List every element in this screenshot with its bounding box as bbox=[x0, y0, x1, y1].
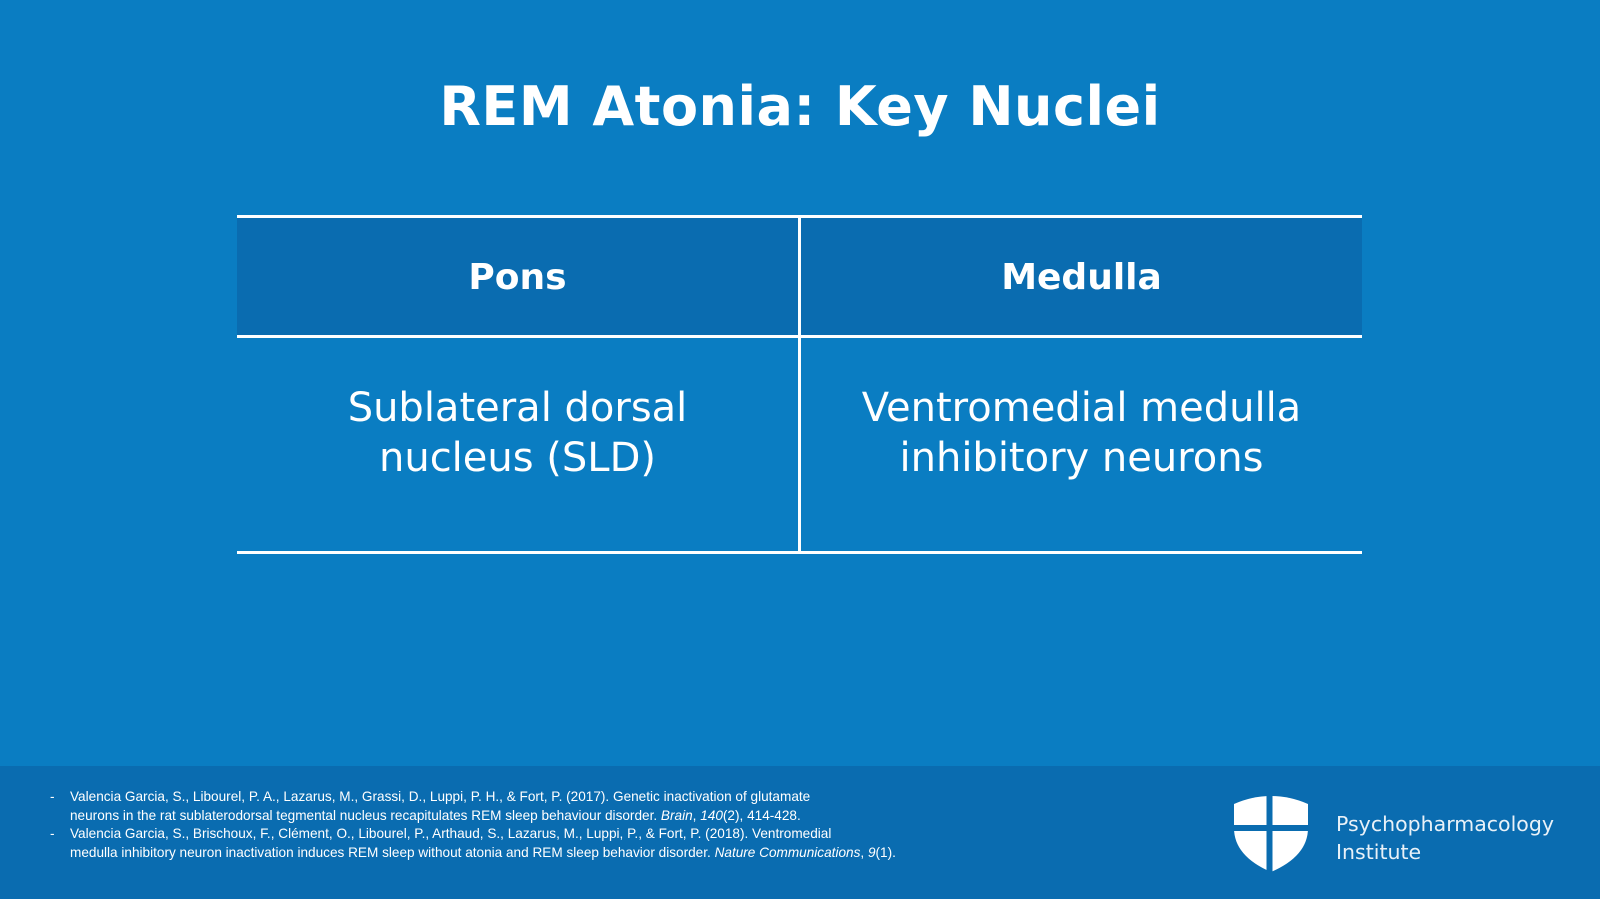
cell-line: Ventromedial medulla bbox=[861, 385, 1302, 431]
table-cell-pons bbox=[237, 383, 798, 483]
volume: 140 bbox=[700, 807, 723, 823]
reference-tail: (2), 414-428. bbox=[722, 807, 801, 823]
reference-tail: (1). bbox=[875, 844, 896, 860]
reference-item bbox=[50, 788, 930, 825]
references-list bbox=[50, 788, 930, 862]
nuclei-table bbox=[237, 215, 1362, 554]
reference-item bbox=[50, 825, 930, 862]
journal-name: Brain bbox=[660, 807, 693, 823]
header-pons: Pons bbox=[468, 257, 567, 298]
cell-line: Sublateral dorsal bbox=[347, 385, 688, 431]
reference-text: medulla inhibitory neuron inactivation induces REM sleep without atonia and REM sleep behavior disorder. bbox=[70, 844, 715, 860]
brand-name bbox=[1336, 810, 1554, 866]
separator: , bbox=[692, 807, 701, 823]
brand-line: Institute bbox=[1336, 840, 1422, 864]
journal-name: Nature Communications bbox=[714, 844, 861, 860]
brand-line: Psychopharmacology bbox=[1336, 812, 1554, 836]
reference-text: neurons in the rat sublaterodorsal tegmental nucleus recapitulates REM sleep behaviour disorder. bbox=[70, 807, 661, 823]
slide-title: REM Atonia: Key Nuclei bbox=[439, 75, 1161, 138]
reference-text: Valencia Garcia, S., Brischoux, F., Clément, O., Libourel, P., Arthaud, S., Lazarus, M., Luppi, P., & Fort, P. (2018). Ventromedial bbox=[70, 826, 832, 841]
cell-line: inhibitory neurons bbox=[899, 435, 1264, 481]
header-medulla: Medulla bbox=[1001, 257, 1162, 298]
bullet-dash: - bbox=[50, 826, 55, 841]
volume: 9 bbox=[867, 844, 876, 860]
cell-line: nucleus (SLD) bbox=[378, 435, 656, 481]
footer-bar bbox=[0, 766, 1600, 899]
reference-text: Valencia Garcia, S., Libourel, P. A., Lazarus, M., Grassi, D., Luppi, P. H., & Fort, P. (2017). Genetic inactivation of glutamate bbox=[70, 789, 811, 804]
shield-logo-icon bbox=[1230, 794, 1312, 872]
separator: , bbox=[860, 844, 868, 860]
table-cell-medulla bbox=[801, 383, 1362, 483]
bullet-dash: - bbox=[50, 789, 55, 804]
